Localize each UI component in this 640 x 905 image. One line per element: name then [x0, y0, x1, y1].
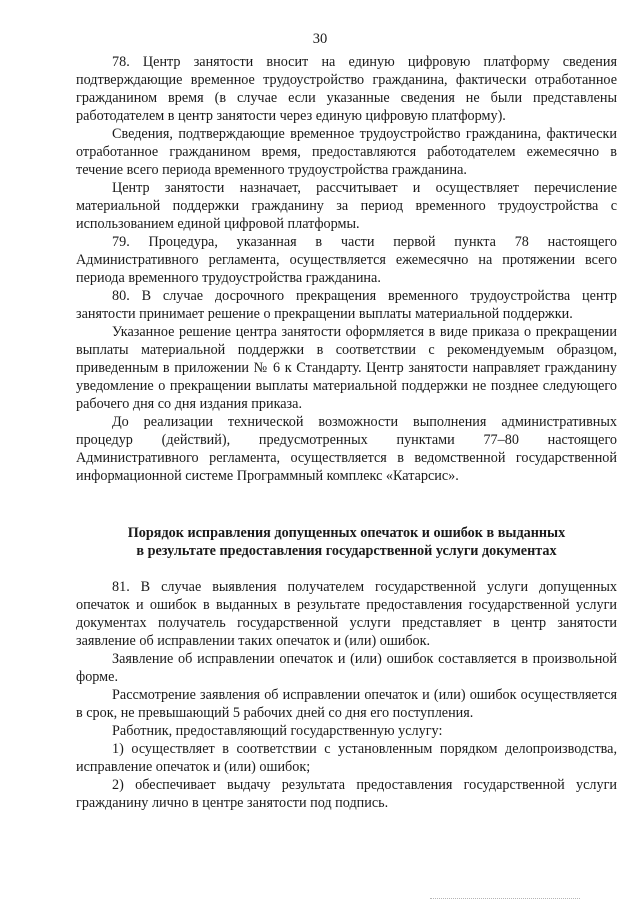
- document-body-section-2: [76, 578, 617, 812]
- document-body-section-1: [76, 53, 617, 485]
- paragraph-81-deadline: Рассмотрение заявления об исправлении опечаток и (или) ошибок осуществляется в срок, не превышающий 5 рабочих дней со дня его поступления.: [76, 687, 617, 721]
- section-heading-line-1: Порядок исправления допущенных опечаток и ошибок в выданных: [127, 525, 566, 541]
- paragraph-80-katarsis: До реализации технической возможности выполнения административных процедур (действий), предусмотренных пунктами 77–80 настоящего Административного регламента, осуществляется в ведомственной государственной информационной системе Программный комплекс «Катарсис».: [76, 414, 617, 484]
- scan-artifact-line: [430, 898, 580, 900]
- section-heading-line-2: в результате предоставления государственной услуги документах: [136, 543, 557, 559]
- paragraph-80: 80. В случае досрочного прекращения временного трудоустройства центр занятости принимает решение о прекращении выплаты материальной поддержки.: [76, 288, 617, 322]
- paragraph-81: 81. В случае выявления получателем государственной услуги допущенных опечаток и ошибок в выданных в результате предоставления государственной услуги документах получатель государственной услуги представляет в центр занятости заявление об исправлении таких опечаток и (или) ошибок.: [76, 579, 617, 649]
- paragraph-79: 79. Процедура, указанная в части первой пункта 78 настоящего Административного регламента, осуществляется ежемесячно на протяжении всего периода временного трудоустройства гражданина.: [76, 234, 617, 286]
- paragraph-78: 78. Центр занятости вносит на единую цифровую платформу сведения подтверждающие временное трудоустройство гражданина, фактически отработанное гражданином время (в случае если указанные сведения не были представлены работодателем в центр занятости через единую цифровую платформу).: [76, 54, 617, 124]
- paragraph-81-form: Заявление об исправлении опечаток и (или) ошибок составляется в произвольной форме.: [76, 651, 617, 685]
- page-number: 30: [312, 31, 328, 47]
- paragraph-78-payment: Центр занятости назначает, рассчитывает и осуществляет перечисление материальной поддержки гражданину за период временного трудоустройства с использованием единой цифровой платформы.: [76, 180, 617, 232]
- paragraph-80-decision: Указанное решение центра занятости оформляется в виде приказа о прекращении выплаты материальной поддержки в соответствии с рекомендуемым образцом, приведенным в приложении № 6 к Стандарту. Центр занятости направляет гражданину уведомление о прекращении выплаты материальной поддержки не позднее следующего рабочего дня со дня издания приказа.: [76, 324, 617, 412]
- section-heading: [76, 524, 617, 560]
- paragraph-81-worker: Работник, предоставляющий государственную услугу:: [112, 723, 443, 739]
- paragraph-78-info: Сведения, подтверждающие временное трудоустройство гражданина, фактически отработанное гражданином время, предоставляются работодателем ежемесячно в течение всего периода временного трудоустройства гражданина.: [76, 126, 617, 178]
- paragraph-81-item-1: 1) осуществляет в соответствии с установленным порядком делопроизводства, исправление опечаток и (или) ошибок;: [76, 741, 617, 775]
- paragraph-81-item-2: 2) обеспечивает выдачу результата предоставления государственной услуги гражданину лично в центре занятости под подпись.: [76, 777, 617, 811]
